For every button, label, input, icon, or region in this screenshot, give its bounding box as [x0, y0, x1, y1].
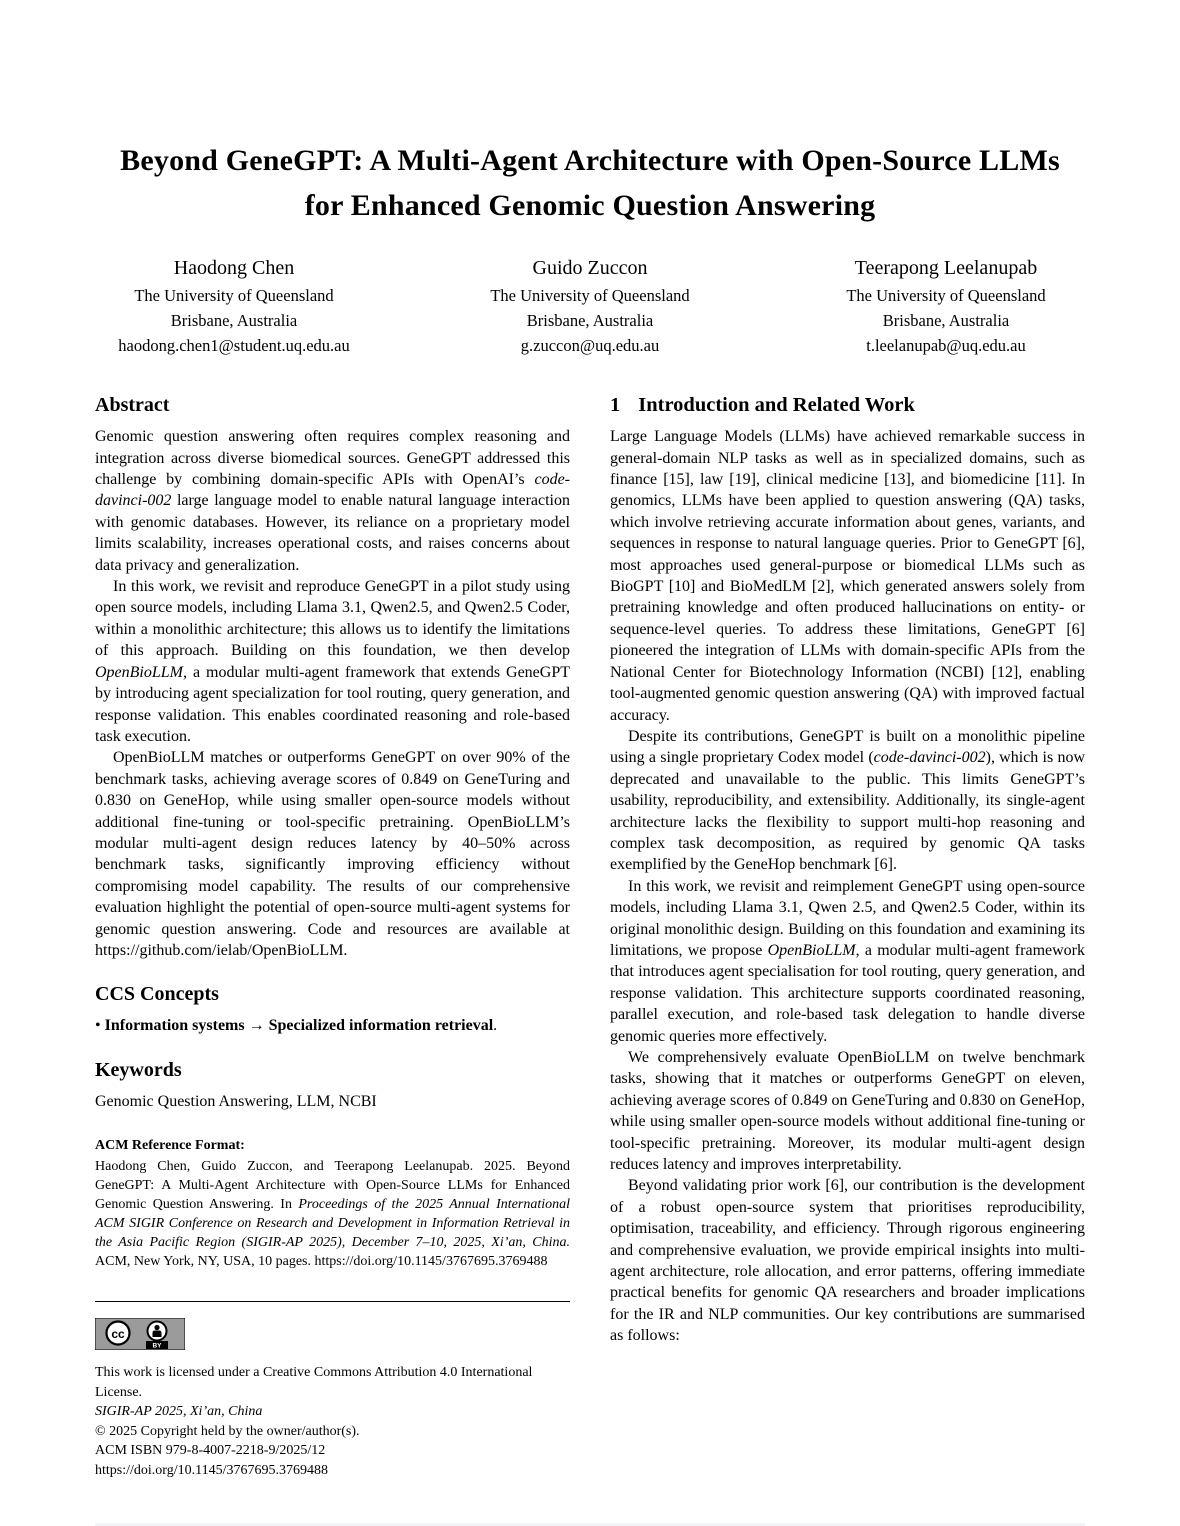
text-segment: Despite its contributions, GeneGPT is built on a monolithic pipeline using a single proprietary Codex model (	[610, 727, 1085, 767]
section-number: 1	[610, 394, 621, 417]
text-segment: ), which is now deprecated and unavailable to the public. This limits GeneGPT’s usability, reproducibility, and extensibility. Additionally, its single-agent architecture lacks the flexibility to support multi-hop reasoning and complex task decomposition, as required by genomic QA tasks exemplified by the GeneHop benchmark [6].	[610, 749, 1086, 874]
doi-footer-link[interactable]: https://doi.org/10.1145/3767695.3769488	[95, 1462, 328, 1478]
ccs-concepts-line	[95, 1015, 570, 1036]
acm-reference-heading: ACM Reference Format:	[95, 1138, 245, 1154]
footnote-divider	[95, 1301, 570, 1302]
abstract-heading: Abstract	[95, 394, 170, 417]
italic-system-name: OpenBioLLM	[767, 941, 856, 959]
cc-by-badge	[95, 1318, 570, 1355]
author-card	[460, 254, 720, 358]
section-1-heading	[610, 394, 1085, 417]
author-name: Haodong Chen	[173, 257, 295, 279]
author-block	[0, 254, 1180, 358]
intro-paragraph-3	[610, 876, 1085, 1047]
author-email: g.zuccon@uq.edu.au	[520, 336, 660, 356]
text-segment: Haodong Chen, Guido Zuccon, and Teerapong Leelanupab. 2025. Beyond GeneGPT: A Multi-Agent Architecture with Open-Source LLMs for Enhanced Genomic Question Answering. In	[95, 1159, 570, 1213]
two-column-body	[95, 394, 1085, 1480]
doi-link[interactable]: https://doi.org/10.1145/3767695.3769488	[314, 1254, 548, 1270]
text-segment: ACM, New York, NY, USA, 10 pages.	[95, 1254, 315, 1270]
section-title: Introduction and Related Work	[638, 394, 915, 417]
right-column	[610, 394, 1085, 1480]
svg-text:cc: cc	[111, 1327, 125, 1342]
text-segment: Genomic question answering often requires complex reasoning and integration across diverse biomedical sources. GeneGPT addressed this challenge by combining domain-specific APIs with OpenAI’s	[95, 428, 570, 489]
ccs-category: Information systems	[104, 1017, 245, 1035]
text-segment: , a modular multi-agent framework that introduces agent specialisation for tool routing, query generation, and response validation. This architecture supports coordinated reasoning, parallel execution, and role-based task delegation to handle diverse genomic queries more effectively.	[610, 941, 1085, 1045]
text-segment: .	[493, 1017, 498, 1035]
cc-by-badge-image	[95, 1318, 185, 1350]
author-email: haodong.chen1@student.uq.edu.au	[118, 336, 350, 356]
author-name: Teerapong Leelanupab	[854, 257, 1038, 279]
author-card	[816, 254, 1076, 358]
conference-venue-line: SIGIR-AP 2025, Xi’an, China	[95, 1404, 263, 1420]
ccs-concepts-heading: CCS Concepts	[95, 983, 219, 1006]
italic-model-name: code-davinci-002	[873, 749, 986, 767]
italic-system-name: OpenBioLLM	[95, 663, 183, 681]
author-card	[104, 254, 364, 358]
abstract-paragraph-1	[95, 426, 570, 576]
intro-paragraph-2	[610, 726, 1085, 876]
author-affiliation: The University of Queensland	[490, 286, 690, 305]
arrow-glyph: →	[244, 1017, 269, 1035]
license-statement: This work is licensed under a Creative Commons Attribution 4.0 International License.	[95, 1365, 533, 1400]
text-segment: .	[343, 941, 348, 959]
author-name: Guido Zuccon	[532, 257, 648, 279]
text-segment: In this work, we revisit and reimplement GeneGPT using open-source models, including Llama 3.1, Qwen 2.5, and Qwen2.5 Coder, within its original monolithic design. Building on this foundation and examining its limitations, we propose	[610, 877, 1085, 959]
ccs-subcategory: Specialized information retrieval	[268, 1017, 494, 1035]
keywords-line: Genomic Question Answering, LLM, NCBI	[95, 1092, 377, 1110]
author-affiliation: The University of Queensland	[134, 286, 334, 305]
svg-text:BY: BY	[152, 1342, 162, 1350]
acm-reference-text	[95, 1157, 570, 1271]
author-email: t.leelanupab@uq.edu.au	[866, 336, 1026, 356]
author-affiliation: The University of Queensland	[846, 286, 1046, 305]
abstract-paragraph-2	[95, 576, 570, 747]
italic-model-name: code-davinci-002	[95, 471, 570, 510]
proceedings-title: Proceedings of the 2025 Annual International ACM SIGIR Conference on Research and Development in Information Retrieval in the Asia Pacific Region (SIGIR-AP 2025), December 7–10, 2025, Xi’an, China.	[95, 1197, 570, 1251]
intro-paragraph-4: We comprehensively evaluate OpenBioLLM on twelve benchmark tasks, showing that it matches or outperforms GeneGPT on eleven, achieving average scores of 0.849 on GeneTuring and 0.830 on GeneHop, while using smaller open-source models without additional fine-tuning or tool-specific pretraining. Moreover, its modular multi-agent design reduces latency and improves interpretability.	[610, 1049, 1085, 1174]
copyright-line: © 2025 Copyright held by the owner/author(s).	[95, 1423, 360, 1439]
text-segment: , a modular multi-agent framework that extends GeneGPT by introducing agent specialization for tool routing, query generation, and response validation. This enables coordinated reasoning and role-based task execution.	[95, 663, 570, 745]
text-segment: In this work, we revisit and reproduce GeneGPT in a pilot study using open source models, including Llama 3.1, Qwen2.5, and Qwen2.5 Coder, within a monolithic architecture; this allows us to identify the limitations of this approach. Building on this foundation, we then develop	[95, 578, 570, 660]
by-person-icon	[146, 1322, 168, 1350]
author-location: Brisbane, Australia	[882, 311, 1010, 331]
cc-icon	[107, 1322, 130, 1345]
author-location: Brisbane, Australia	[170, 311, 298, 331]
isbn-line: ACM ISBN 979-8-4007-2218-9/2025/12	[95, 1443, 326, 1459]
intro-paragraph-1: Large Language Models (LLMs) have achieved remarkable success in general-domain NLP tasks as well as in specialized domains, such as finance [15], law [19], clinical medicine [13], and biomedicine [11]. In genomics, LLMs have been applied to question answering (QA) tasks, which involve retrieving accurate information about genes, variants, and sequences in response to natural language queries. Prior to GeneGPT [6], most approaches used general-purpose or biomedical LLMs such as BioGPT [10] and BioMedLM [2], which generated answers solely from pretraining knowledge and often produced hallucinations on entity- or sequence-level queries. To address these limitations, GeneGPT [6] pioneered the integration of LLMs with domain-specific APIs from the National Center for Biotechnology Information (NCBI) [12], enabling tool-augmented genomic question answering (QA) with improved factual accuracy.	[610, 428, 1085, 724]
author-location: Brisbane, Australia	[526, 311, 654, 331]
left-column	[95, 394, 570, 1480]
text-segment: large language model to enable natural language interaction with genomic databases. However, its reliance on a proprietary model limits scalability, increases operational costs, and raises concerns about data privacy and generalization.	[95, 492, 570, 574]
bullet-glyph: •	[95, 1017, 105, 1035]
keywords-heading: Keywords	[95, 1058, 182, 1081]
github-repo-link[interactable]: https://github.com/ielab/OpenBioLLM	[95, 941, 344, 959]
intro-paragraph-5: Beyond validating prior work [6], our contribution is the development of a robust open-source system that prioritises reproducibility, optimisation, traceability, and efficiency. Through rigorous engineering and comprehensive evaluation, we provide empirical insights into multi-agent architecture, role allocation, and error patterns, offering immediate practical benefits for genomic QA researchers and broader implications for the IR and NLP communities. Our key contributions are summarised as follows:	[610, 1177, 1085, 1345]
text-segment: OpenBioLLM matches or outperforms GeneGPT on over 90% of the benchmark tasks, achieving average scores of 0.849 on GeneTuring and 0.830 on GeneHop, while using smaller open-source models without additional fine-tuning or tool-specific pretraining. OpenBioLLM’s modular multi-agent design reduces latency by 40–50% across benchmark tasks, significantly improving efficiency without compromising model capability. The results of our comprehensive evaluation highlight the potential of open-source multi-agent systems for genomic question answering. Code and resources are available at	[95, 749, 570, 938]
abstract-paragraph-3	[95, 747, 570, 961]
paper-title: Beyond GeneGPT: A Multi-Agent Architecture with Open-Source LLMs for Enhanced Genomic Question Answering	[120, 144, 1060, 222]
